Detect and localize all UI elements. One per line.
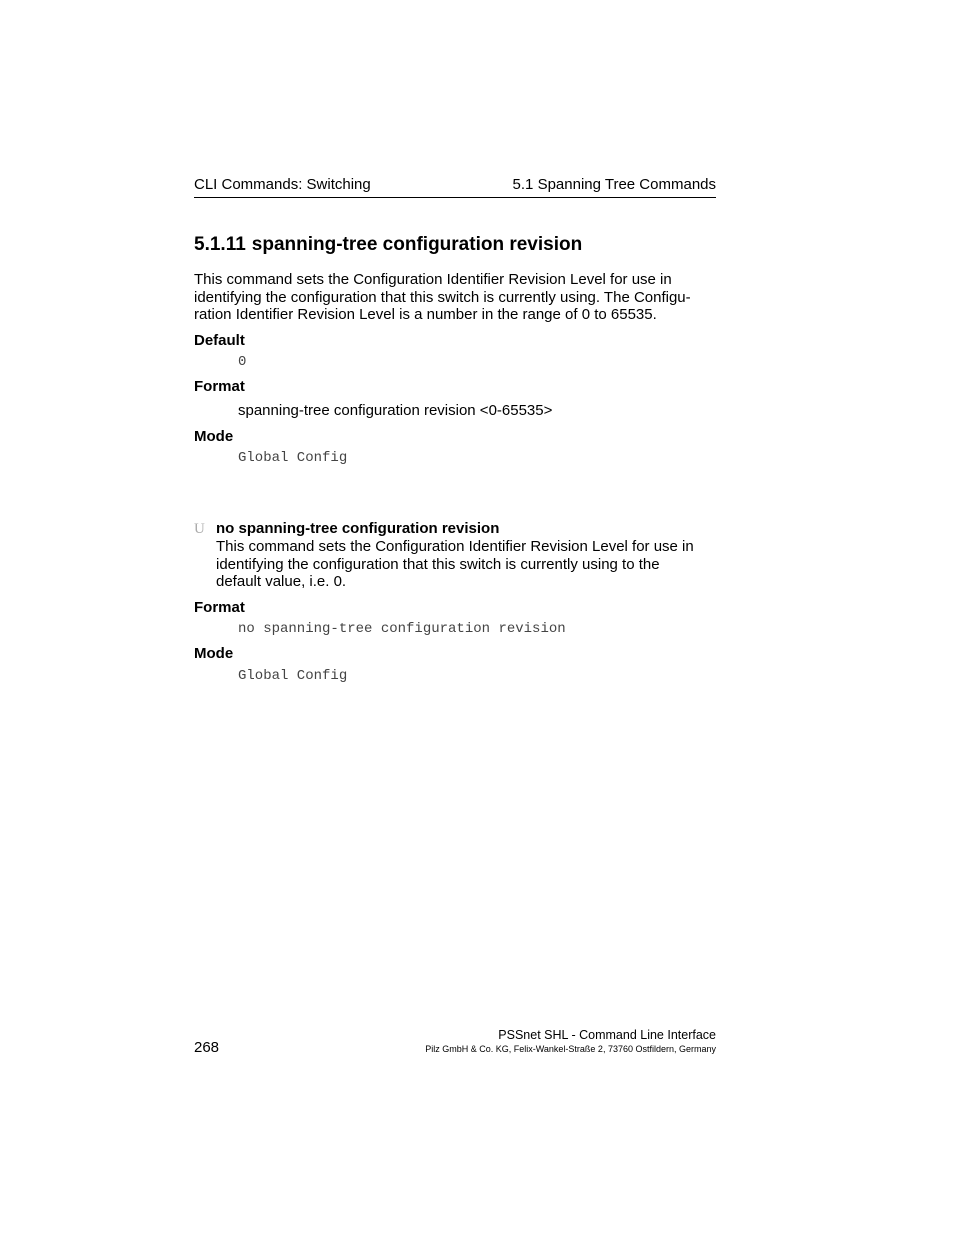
no-format-label: Format [194,599,245,616]
no-command-heading: no spanning-tree configuration revision [216,520,500,537]
header-divider [194,197,716,198]
description-line: ration Identifier Revision Level is a number in the range of 0 to 65535. [194,306,657,323]
mode-value: Global Config [238,450,348,466]
format-label: Format [194,378,245,395]
description-line: identifying the configuration that this switch is currently using to the [216,555,660,573]
mode-label: Mode [194,428,234,445]
default-value: 0 [238,354,247,370]
footer-document-title: PSSnet SHL - Command Line Interface [498,1028,716,1042]
section-number: 5.1.11 [194,234,246,255]
default-label: Default [194,332,245,349]
no-command-description [216,538,716,591]
description-line: default value, i.e. 0. [216,573,347,590]
section-description [194,271,716,324]
no-mode-label: Mode [194,645,234,662]
footer-publisher-address: Pilz GmbH & Co. KG, Felix-Wankel-Straße 2, 73760 Ostfildern, Germany [425,1044,716,1054]
format-value: spanning-tree configuration revision <0-65535> [238,402,553,419]
running-header-chapter: CLI Commands: Switching [194,176,371,193]
bullet-marker: U [194,521,205,537]
no-mode-value: Global Config [238,668,348,684]
description-line: This command sets the Configuration Identifier Revision Level for use in [194,271,672,288]
no-format-value: no spanning-tree configuration revision [238,621,566,637]
section-title: spanning-tree configuration revision [251,234,583,255]
running-header-section: 5.1 Spanning Tree Commands [512,176,716,193]
description-line: identifying the configuration that this switch is currently using. The Configu- [194,288,691,306]
page-number: 268 [194,1039,220,1056]
description-line: This command sets the Configuration Identifier Revision Level for use in [216,538,694,555]
section-heading [194,233,582,257]
